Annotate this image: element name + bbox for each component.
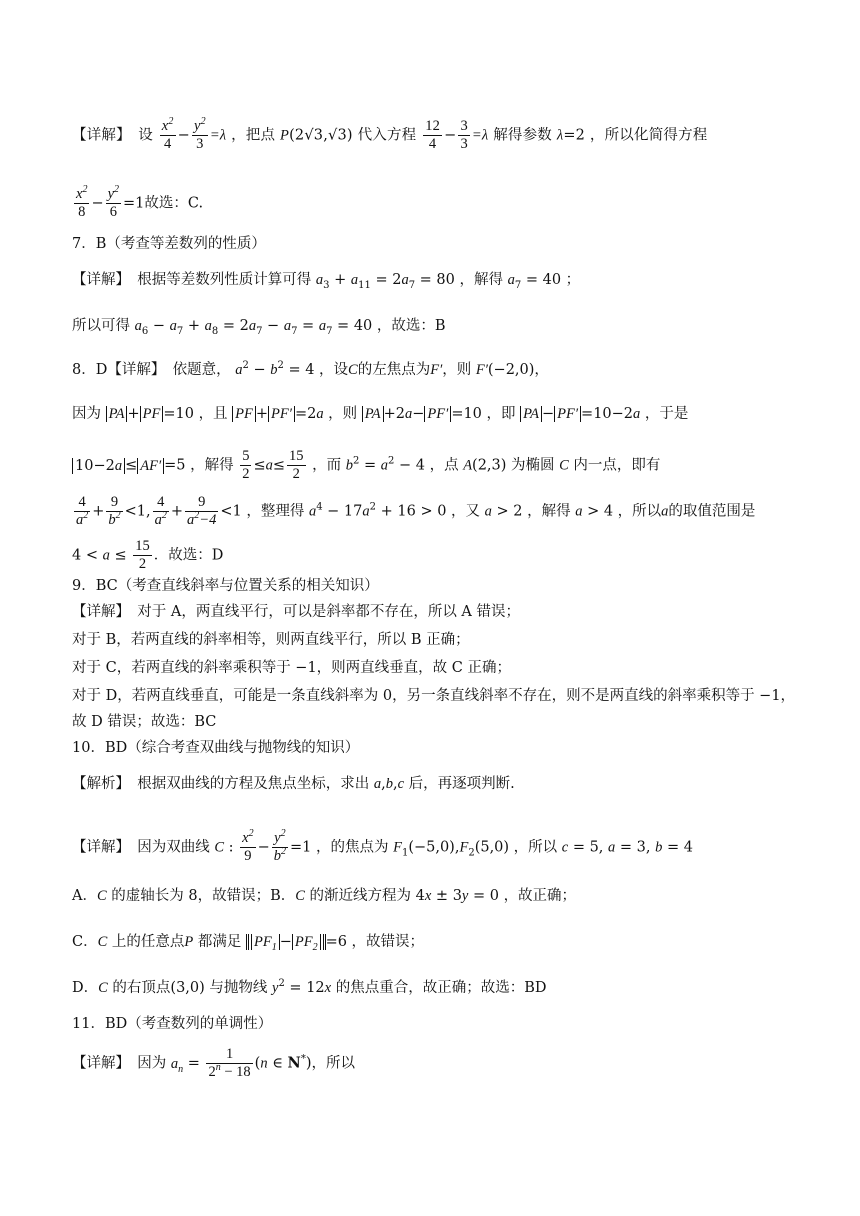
question-11-detail: 【详解】 因为 $a_n$ = $\frac{1}{2^n - 18}$ (n ∈ N*)，所以: [72, 1046, 355, 1080]
question-10-header: 10．BD（综合考查双曲线与抛物线的知识）: [72, 740, 360, 756]
question-8-line-1: 8．D【详解】 依题意， $a^2 - b^2 = 4$ ，设C的左焦点为F′，则 F′(−2,0)，: [72, 360, 549, 378]
solution-line-2: $\frac{x^2}{8}$ − $\frac{y^2}{6}$ =1故选：C.: [76, 184, 204, 220]
question-10-option-d: D．C 的右顶点(3,0) 与抛物线 $y^2 = 12x$ 的焦点重合，故正确；故选：BD: [72, 978, 547, 996]
question-9-line-5: 故 D 错误；故选：BC: [72, 714, 217, 730]
question-8-line-5: 4 < a ≤ $\frac{15}{2}$ ．故选：D: [72, 538, 224, 572]
question-8-line-2: 因为 PA + PF =10 ，且 PF + PF′ =2a ，则 PA +2a− PF′ =10 ，即 PA − PF′ =10−2a ，于是: [72, 406, 689, 422]
question-9-line-1: 【详解】 对于 A，两直线平行，可以是斜率都不存在，所以 A 错误；: [72, 604, 521, 620]
question-10-option-c: C．C 上的任意点P 都满足 $PF_1 - PF_2 =6$ ，故错误；: [72, 934, 425, 953]
question-7-conclusion: 所以可得 $a_6 - a_7 + a_8 = 2a_7 - a_7 = a_7 = 40$ ，故选：B: [72, 318, 446, 337]
question-8-line-3: 10−2a ≤ AF′ =5 ，解得 $\frac{5}{2}$ ≤a≤ $\frac{15}{2}$ ，而 $b^2 = a^2 - 4$ ，点 A(2,3) 为椭圆 C 内一点，即有: [72, 448, 800, 483]
question-9-line-2: 对于 B，若两直线的斜率相等，则两直线平行，所以 B 正确；: [72, 632, 470, 648]
question-9-line-4: 对于 D，若两直线垂直，可能是一条直线斜率为 0，另一条直线斜率不存在，则不是两直线的斜率乘积等于 −1，: [72, 688, 796, 704]
question-8-line-4: $\frac{4}{a^2}$ + $\frac{9}{b^2}$ <1, $\frac{4}{a^2}$ + $\frac{9}{a^2-4}$ <1 ，整理得 $a^4 - 17a^2 + 16 > 0$ ，又 a > 2 ，解得 a > 4 ，所以a的取值范围是: [76, 494, 756, 528]
question-9-header: 9．BC（考查直线斜率与位置关系的相关知识）: [72, 578, 379, 594]
question-11-header: 11．BD（考查数列的单调性）: [72, 1016, 273, 1032]
solution-line-1: 【详解】 设 $\frac{x^2}{4}$ − $\frac{y^2}{3}$ =λ ，把点 P(2√3,√3) 代入方程 $\frac{12}{4}$ − $\frac{3}{3}$ =λ 解得参数 λ=2 ，所以化简得方程: [72, 116, 708, 152]
question-7-header: 7．B（考查等差数列的性质）: [72, 236, 266, 252]
question-9-line-3: 对于 C，若两直线的斜率乘积等于 −1，则两直线垂直，故 C 正确；: [72, 660, 511, 676]
question-7-detail: 【详解】 根据等差数列性质计算可得 $a_3 + a_{11} = 2a_7 = 80$ ，解得 $a_7 = 40$ ；: [72, 272, 581, 291]
question-10-detail: 【详解】 因为双曲线 C : $\frac{x^2}{9}$ − $\frac{y^2}{b^2}$ =1 ，的焦点为 $F_1(-5,0),F_2(5,0)$ ，所以 c = 5, a = 3, b = 4: [72, 828, 693, 864]
question-10-option-a-b: A．C 的虚轴长为 8，故错误；B．C 的渐近线方程为 4x ± 3y = 0 ，故正确；: [72, 888, 577, 904]
question-10-analysis: 【解析】 根据双曲线的方程及焦点坐标，求出 a,b,c 后，再逐项判断.: [72, 776, 515, 792]
